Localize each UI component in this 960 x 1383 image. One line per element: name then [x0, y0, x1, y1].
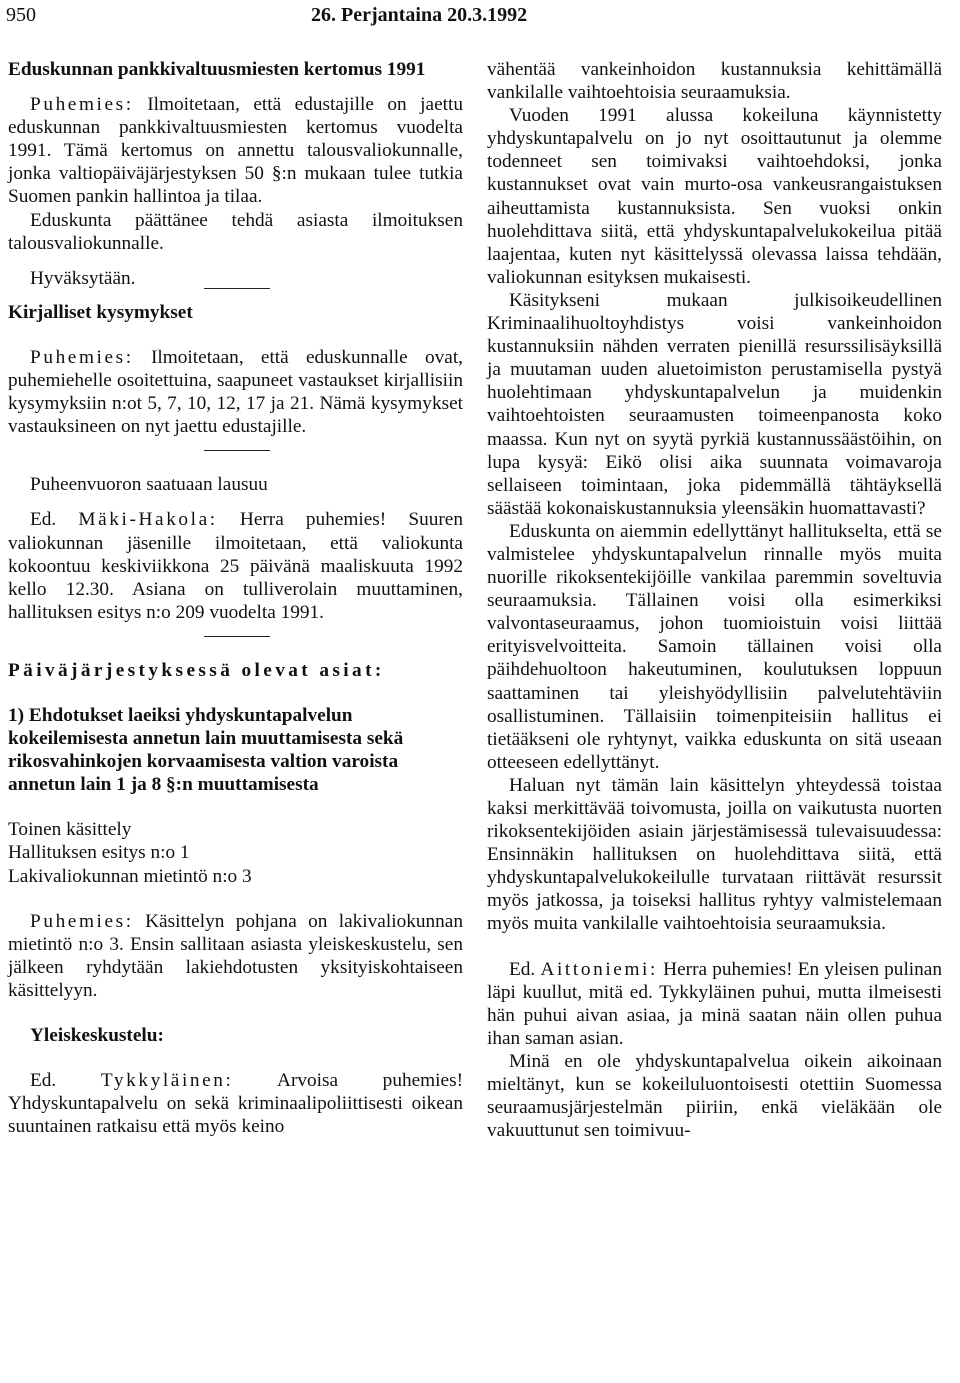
- left-column: [8, 58, 463, 1138]
- speaker-prefix: Ed.: [30, 509, 57, 531]
- section-title-agenda: Päiväjärjestyksessä olevat asiat:: [8, 659, 385, 681]
- paragraph: Käsitykseni mukaan julkisoikeudellinen Kriminaalihuoltoyhdistys voisi vankeinhoidon kustannuksiin nähden verraten pienillä resurssilisäyksillä ja muutaman uuden aluetoimiston perustamisella pystyä huolehtimaan yhdyskuntapalvelun ja muidenkin vaihtoehtoisten seuraamusten toimeenpanosta koko maassa. Kun nyt on syytä pyrkiä kustannussäästöihin, on lupa kysyä: Eikö olisi aika suunnata voimavaroja sellaiseen toimintaan, joka pidemmällä tähtäyksellä säästää kokonaiskustannuksia yleensäkin huomattavasti?: [487, 289, 942, 519]
- paragraph: [8, 1069, 463, 1138]
- agenda-item-title: 1) Ehdotukset laeiksi yhdyskuntapalvelun kokeilemisesta annetun lain muuttamisesta sekä rikosvahinkojen korvaamisesta valtion varoista annetun lain 1 ja 8 §:n muuttamisesta: [8, 704, 404, 796]
- section-title-speech: Puheenvuoron saatuaan lausuu: [30, 474, 268, 496]
- paragraph-text: Ilmoitetaan, että edustajille on jaettu eduskunnan pankkivaltuusmiesten kertomus vuodelta 1991. Tämä kertomus on annettu talousvaliokunnalle, jonka valtiopäiväjärjestyksen 50 §:n mukaan tulee tutkia Suomen pankin hallintoa ja tilaa.: [8, 94, 463, 208]
- paragraph-text: Käsittelyn pohjana on lakivaliokunnan mietintö n:o 3. Ensin sallitaan asiasta yleiskeskustelu, sen jälkeen ryhdytään lakiehdotusten yksityiskohtaiseen käsittelyyn.: [8, 910, 463, 1001]
- paragraph-text: Herra puhemies! Suuren valiokunnan jäsenille ilmoitetaan, että valiokunta kokoontuu keskiviikkona 25 päivänä maaliskuuta 1992 kello 12.30. Asiana on tulliverolain muuttaminen, hallituksen esitys n:o 209 vuodelta 1991.: [8, 509, 463, 623]
- speaker-name: Mäki-Hakola:: [78, 509, 218, 531]
- paragraph: Vuoden 1991 alussa kokeiluna käynnistetty yhdyskuntapalvelu on jo nyt osoittautunut ja olemme todenneet sen toimivaksi vaihtoehdoksi, jonka kustannukset ovat vain murto-osa vankeusrangaistuksen aiheuttamista kustannuksista. Sen vuoksi onkin huolehdittava siitä, että yhdyskuntapalvelukokeilua pitää laajentaa, kuten nyt käsittelyssä olevassa laissa tehdään, valiokunnan esityksen mukaisesti.: [487, 105, 942, 288]
- speaker-name: Tykkyläinen:: [100, 1070, 234, 1092]
- speaker-name: Puhemies:: [30, 346, 134, 368]
- paragraph: Minä en ole yhdyskuntapalvelua oikein aikoinaan mieltänyt, kun se kokeiluluontoisesti otettiin Suomessa seuraamusjärjestelmän piiriin, enkä vieläkään ole vakuuttunut sen toimivuu-: [487, 1050, 942, 1142]
- paragraph-text: Arvoisa puhemies! Yhdyskuntapalvelu on sekä kriminaalipoliittisesti oikean suuntainen ratkaisu että myös keino: [8, 1070, 463, 1138]
- paragraph: [487, 958, 942, 1050]
- paragraph-text: Herra puhemies! En yleisen pulinan läpi kuullut, mitä ed. Tykkyläinen puhui, mutta ilmeisesti hän puhui aivan asiaa, ja minä saatan näin ollen puhua ihan saman asian.: [487, 958, 942, 1049]
- paragraph: [8, 508, 463, 623]
- section-title-general-debate: Yleiskeskustelu:: [30, 1025, 164, 1046]
- speaker-name: Aittoniemi:: [540, 958, 658, 980]
- agenda-item-line: Lakivaliokunnan mietintö n:o 3: [8, 865, 252, 887]
- running-head: 26. Perjantaina 20.3.1992: [311, 4, 528, 26]
- speaker-name: Puhemies:: [30, 94, 134, 116]
- agenda-item-line: Hallituksen esitys n:o 1: [8, 842, 190, 864]
- paragraph-text: Ilmoitetaan, että eduskunnalle ovat, puhemiehelle osoitettuina, saapuneet vastaukset kirjallisiin kysymyksiin n:ot 5, 7, 10, 12, 17 ja 21. Nämä kysymykset vastauksineen on nyt jaettu edustajille.: [8, 346, 463, 438]
- paragraph: Eduskunta päättänee tehdä asiasta ilmoituksen talousvaliokunnalle.: [8, 209, 463, 254]
- paragraph: [8, 93, 463, 208]
- paragraph: vähentää vankeinhoidon kustannuksia kehittämällä vankilalle vaihtoehtoisia seuraamuksia.: [487, 59, 942, 104]
- paragraph: Eduskunta on aiemmin edellyttänyt hallitukselta, että se valmistelee yhdyskuntapalvelun rinnalle myös muita nuorille rikoksentekijöille vankilaa paremmin soveltuvia seuraamuksia. Tällainen voisi olla esimerkiksi valvontaseuraamus, johon tuomioistuin voisi liittää erityisvelvoitteita. Samoin tällainen voisi olla päihdehuoltoon hakeutuminen, koulutuksen loppuun saattaminen tai yleishyödyllisiin palvelutehtäviin osallistuminen. Tällaisiin toimenpiteisiin hallitus ei tietääkseni ole ryhtynyt, vaikka eduskunta on sitä useaan otteeseen edellyttänyt.: [487, 520, 942, 773]
- paragraph: Hyväksytään.: [30, 267, 136, 289]
- paragraph: [8, 346, 463, 438]
- page-number: 950: [6, 4, 36, 26]
- section-title-written-questions: Kirjalliset kysymykset: [8, 301, 193, 323]
- paragraph: Haluan nyt tämän lain käsittelyn yhteydessä toistaa kaksi merkittävää toivomusta, joilla on vaikutusta nuorten rikoksentekijöiden asiain järjestämisessä tulevaisuudessa: Ensinnäkin hallituksen on huolehdittava siitä, että yhdyskuntapalvelukokeilulle turvataan riittävät resurssit myös jatkossa, ja toiseksi hallitus ryhtyy valmistelemaan myös muita vankilalle vaihtoehtoisia seuraamuksia.: [487, 774, 942, 935]
- section-title-bank-report: Eduskunnan pankkivaltuusmiesten kertomus 1991: [8, 59, 426, 80]
- right-column: [487, 58, 942, 1142]
- agenda-item-line: Toinen käsittely: [8, 819, 132, 841]
- paragraph: [8, 910, 463, 1002]
- speaker-name: Puhemies:: [30, 910, 134, 932]
- speaker-prefix: Ed.: [30, 1070, 57, 1092]
- page-header: [0, 0, 960, 34]
- speaker-prefix: Ed.: [509, 958, 536, 980]
